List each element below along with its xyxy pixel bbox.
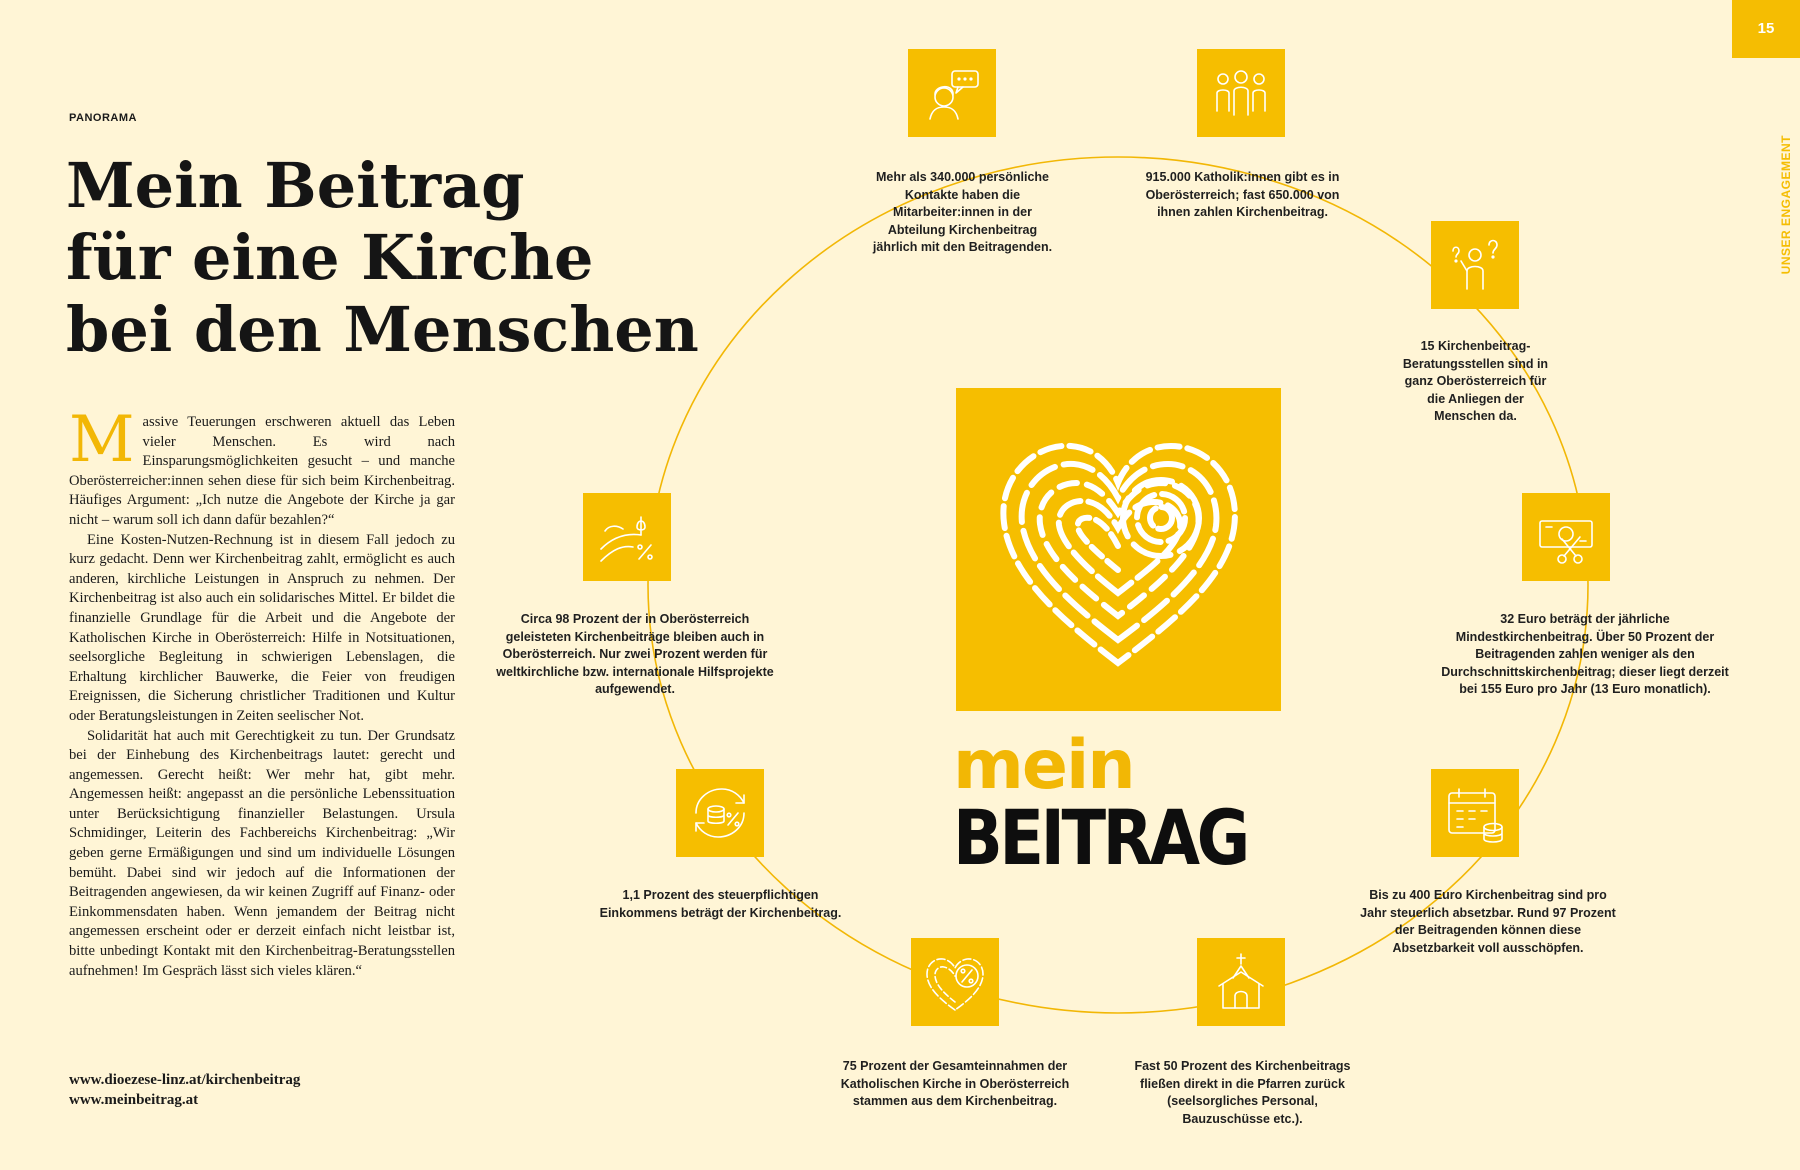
- fact-caption-tax: Bis zu 400 Euro Kirchenbeitrag sind pro Jahr steuerlich absetzbar. Rund 97 Prozent der Beitragenden können diese Absetzbarkeit voll ausschöpfen.: [1360, 888, 1616, 955]
- fact-node-minimum: [1522, 493, 1610, 581]
- headline-line-3: bei den Menschen: [66, 293, 699, 366]
- coins-cycle-percent-icon: [676, 769, 764, 857]
- fact-caption-advice-centers: 15 Kirchenbeitrag-Beratungsstellen sind in ganz Oberösterreich für die Anliegen der Menschen da.: [1402, 339, 1549, 423]
- fact-caption-income-percent: 1,1 Prozent des steuerpflichtigen Einkommens beträgt der Kirchenbeitrag.: [599, 888, 842, 920]
- fact-node-stays-regional: [583, 493, 671, 581]
- fact-caption-revenue-share: 75 Prozent der Gesamteinnahmen der Katholischen Kirche in Oberösterreich stammen aus dem Kirchenbeitrag.: [840, 1059, 1070, 1108]
- headline: [66, 150, 766, 366]
- logo-word-beitrag: BEITRAG: [953, 793, 1247, 882]
- fingerprint-heart-percent-icon: [911, 938, 999, 1026]
- church-icon: [1197, 938, 1285, 1026]
- fact-node-advice-centers: [1431, 221, 1519, 309]
- fact-caption-catholics: 915.000 Katholik:innen gibt es in Oberösterreich; fast 650.000 von ihnen zahlen Kirchenbeitrag.: [1145, 170, 1340, 219]
- fact-node-revenue-share: [911, 938, 999, 1026]
- people-group-icon: [1197, 49, 1285, 137]
- kicker: PANORAMA: [69, 112, 137, 124]
- fact-node-income-percent: [676, 769, 764, 857]
- paragraph-1-text: assive Teuerungen erschweren aktuell das Leben vieler Menschen. Es wird nach Einsparungsmöglichkeiten gesucht – und manche Oberösterreicher:innen sehen diese für sich beim Kirchenbeitrag. Häufiges Argument: „Ich nutze die Angebote der Kirche ja gar nicht – warum soll ich dann dafür bezahlen?“: [69, 414, 455, 528]
- logo-word-mein: mein: [953, 726, 1134, 805]
- speech-person-icon: [908, 49, 996, 137]
- link-dioezese[interactable]: www.dioezese-linz.at/kirchenbeitrag: [69, 1072, 301, 1088]
- person-question-icon: [1431, 221, 1519, 309]
- logo-heart-box: [956, 388, 1281, 711]
- headline-line-1: Mein Beitrag: [66, 149, 525, 222]
- banknote-scissors-icon: [1522, 493, 1610, 581]
- fact-caption-parishes: Fast 50 Prozent des Kirchenbeitrags fließen direkt in die Pfarren zurück (seelsorgliches Personal, Bauzuschüsse etc.).: [1134, 1059, 1351, 1126]
- dropcap: M: [69, 403, 135, 477]
- article-body: [69, 403, 455, 981]
- fact-node-tax: [1431, 769, 1519, 857]
- fact-caption-stays-regional: Circa 98 Prozent der in Oberösterreich geleisteten Kirchenbeiträge bleiben auch in Oberösterreich. Nur zwei Prozent werden für weltkirchliche bzw. internationale Hilfsprojekte aufgewendet.: [496, 612, 774, 696]
- section-label: UNSER ENGAGEMENT: [1779, 135, 1793, 275]
- article-paragraph-2: Eine Kosten-Nutzen-Rechnung ist in diesem Fall jedoch zu kurz gedacht. Denn wer Kirchenbeitrag zahlt, ermöglicht es auch anderen, kirchliche Leistungen in Anspruch zu nehmen. Der Kirchenbeitrag ist also auch ein solidarisches Mittel. Er bildet die finanzielle Grundlage für die Arbeit und die Angebote der Katholischen Kirche in Oberösterreich: Hilfe in Notsituationen, seelsorgliche Begleitung in schwierigen Lebenslagen, die Erhaltung kirchlicher Bauwerke, die Feier von freudigen Ereignissen, die Sicherung christlicher Traditionen und Kultur oder Beratungsleistungen in Zeiten seelischer Not.: [69, 531, 455, 724]
- fingerprint-heart-icon: [956, 388, 1281, 711]
- fact-node-contacts: [908, 49, 996, 137]
- article-paragraph-1: [69, 403, 455, 531]
- link-meinbeitrag[interactable]: www.meinbeitrag.at: [69, 1092, 199, 1108]
- page-number-tab: [1732, 0, 1800, 58]
- headline-line-2: für eine Kirche: [66, 221, 594, 294]
- calendar-coins-icon: [1431, 769, 1519, 857]
- fact-caption-contacts: Mehr als 340.000 persönliche Kontakte haben die Mitarbeiter:innen in der Abteilung Kirchenbeitrag jährlich mit den Beitragenden.: [872, 170, 1053, 254]
- article-paragraph-3: Solidarität hat auch mit Gerechtigkeit zu tun. Der Grundsatz bei der Einhebung des Kirchenbeitrags lautet: gerecht und angemessen. Gerecht heißt: Wer mehr hat, gibt mehr. Angemessen heißt: angepasst an die persönliche Lebenssituation unter Berücksichtigung finanzieller Belastungen. Ursula Schmidinger, Leiterin des Fachbereichs Kirchenbeitrag: „Wir geben gerne Ermäßigungen und sind um individuelle Lösungen bemüht. Dabei sind wir jedoch auf die Informationen der Beitragenden angewiesen, da wir keinen Zugriff auf Finanz- oder Einkommensdaten haben. Wenn jemandem der Beitrag nicht angemessen erscheint oder er derzeit einfach nicht leistbar ist, bitte unbedingt Kontakt mit den Kirchenbeitrag-Beratungsstellen aufnehmen! Im Gespräch lässt sich vieles klären.“: [69, 727, 455, 979]
- fact-node-parishes: [1197, 938, 1285, 1026]
- fact-caption-minimum: 32 Euro beträgt der jährliche Mindestkirchenbeitrag. Über 50 Prozent der Beitragenden zahlen weniger als den Durchschnittskirchenbeitrag; dieser liegt derzeit bei 155 Euro pro Jahr (13 Euro monatlich).: [1441, 612, 1729, 696]
- landscape-percent-icon: [583, 493, 671, 581]
- article-links: [69, 1070, 300, 1110]
- page-number: 15: [1757, 20, 1775, 37]
- fact-node-catholics: [1197, 49, 1285, 137]
